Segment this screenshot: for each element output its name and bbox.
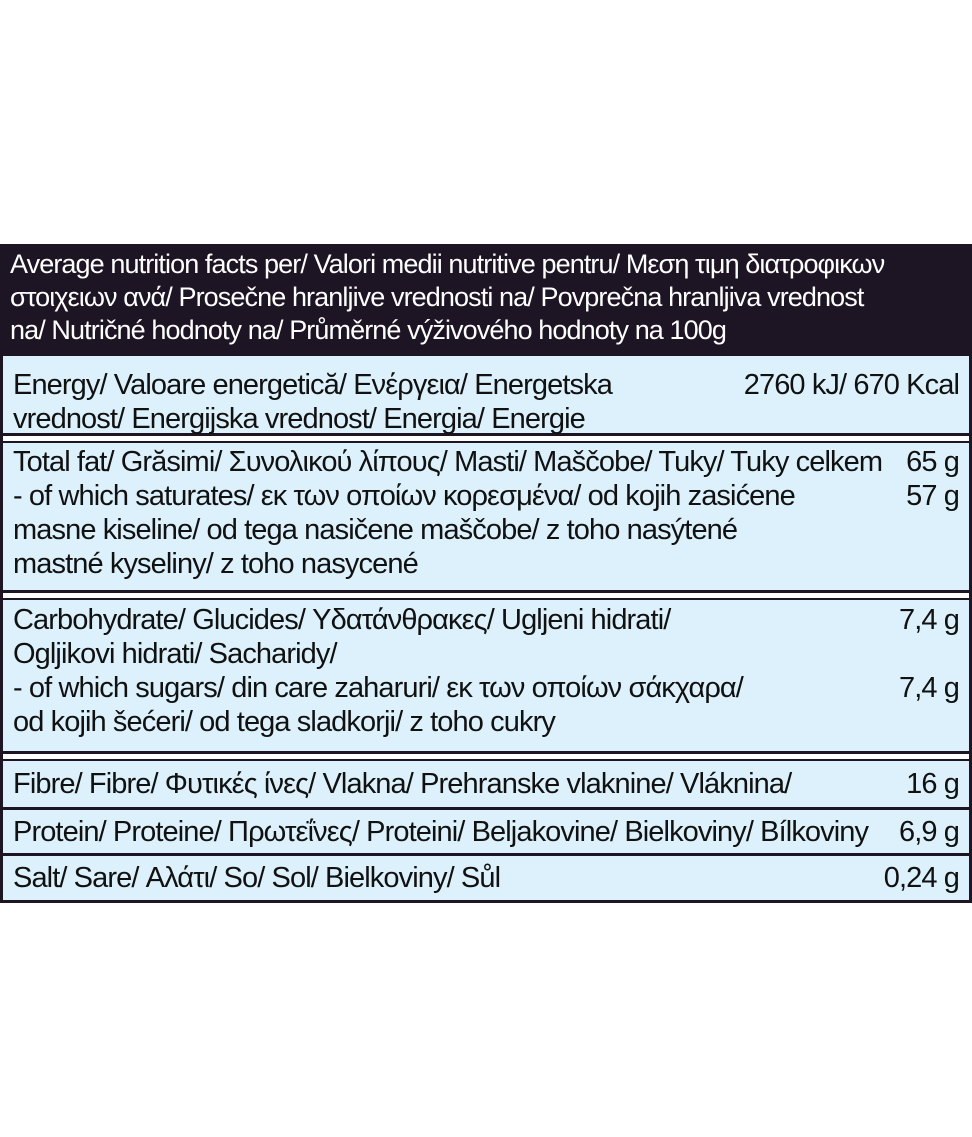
energy-label-1: Energy/ Valoare energetică/ Ενέργεια/ Energetska xyxy=(13,369,612,401)
salt-row xyxy=(3,856,969,903)
nutrition-table xyxy=(0,356,972,903)
energy-label-2: vrednost/ Energijska vrednost/ Energia/ Energie xyxy=(13,403,585,435)
divider xyxy=(3,593,969,600)
saturates-label-2: masne kiseline/ od tega nasičene maščobe/ z toho nasýtené xyxy=(13,514,738,546)
sugars-label-1: - of which sugars/ din care zaharuri/ εκ των οποίων σάκχαρα/ xyxy=(13,672,743,704)
fibre-label: Fibre/ Fibre/ Φυτικές ίνες/ Vlakna/ Prehranske vlaknine/ Vláknina/ xyxy=(13,768,792,800)
sugars-value: 7,4 g xyxy=(899,672,959,704)
saturates-label-1: - of which saturates/ εκ των οποίων κορεσμένα/ od kojih zasićene xyxy=(13,480,795,512)
carb-value: 7,4 g xyxy=(899,604,959,636)
fibre-row xyxy=(3,761,969,810)
saturates-label-3: mastné kyseliny/ z toho nasycené xyxy=(13,548,418,580)
sugars-label-2: od kojih šećeri/ od tega sladkorji/ z toho cukry xyxy=(13,706,555,738)
saturates-value: 57 g xyxy=(906,480,959,512)
protein-value: 6,9 g xyxy=(899,816,959,848)
header-line-2: στοιχειων ανά/ Prosečne hranljive vrednosti na/ Povprečna hranljiva vrednost xyxy=(10,282,864,312)
energy-row xyxy=(3,356,969,436)
carb-label-1: Carbohydrate/ Glucides/ Υδατάνθρακες/ Ugljeni hidrati/ xyxy=(13,604,671,636)
fat-row xyxy=(3,443,969,593)
fat-label-1: Total fat/ Grăsimi/ Συνολικού λίπους/ Masti/ Maščobe/ Tuky/ Tuky celkem xyxy=(13,446,883,478)
fat-value: 65 g xyxy=(906,446,959,478)
nutrition-header xyxy=(0,244,972,356)
carb-label-2: Ogljikovi hidrati/ Sacharidy/ xyxy=(13,638,337,670)
carbohydrate-row xyxy=(3,600,969,754)
salt-value: 0,24 g xyxy=(883,862,959,894)
header-line-1: Average nutrition facts per/ Valori medii nutritive pentru/ Μεση τιμη διατροφικων xyxy=(10,249,885,279)
protein-row xyxy=(3,810,969,856)
protein-label: Protein/ Proteine/ Πρωτεΐνες/ Proteini/ Beljakovine/ Bielkoviny/ Bílkoviny xyxy=(13,816,869,848)
nutrition-facts-label xyxy=(0,244,972,903)
divider xyxy=(3,754,969,761)
fibre-value: 16 g xyxy=(906,768,959,800)
header-line-3: na/ Nutričné hodnoty na/ Průměrné výživového hodnoty na 100g xyxy=(10,315,726,345)
energy-value: 2760 kJ/ 670 Kcal xyxy=(743,369,959,401)
salt-label: Salt/ Sare/ Αλάτι/ So/ Sol/ Bielkoviny/ Sůl xyxy=(13,862,501,894)
divider xyxy=(3,436,969,443)
